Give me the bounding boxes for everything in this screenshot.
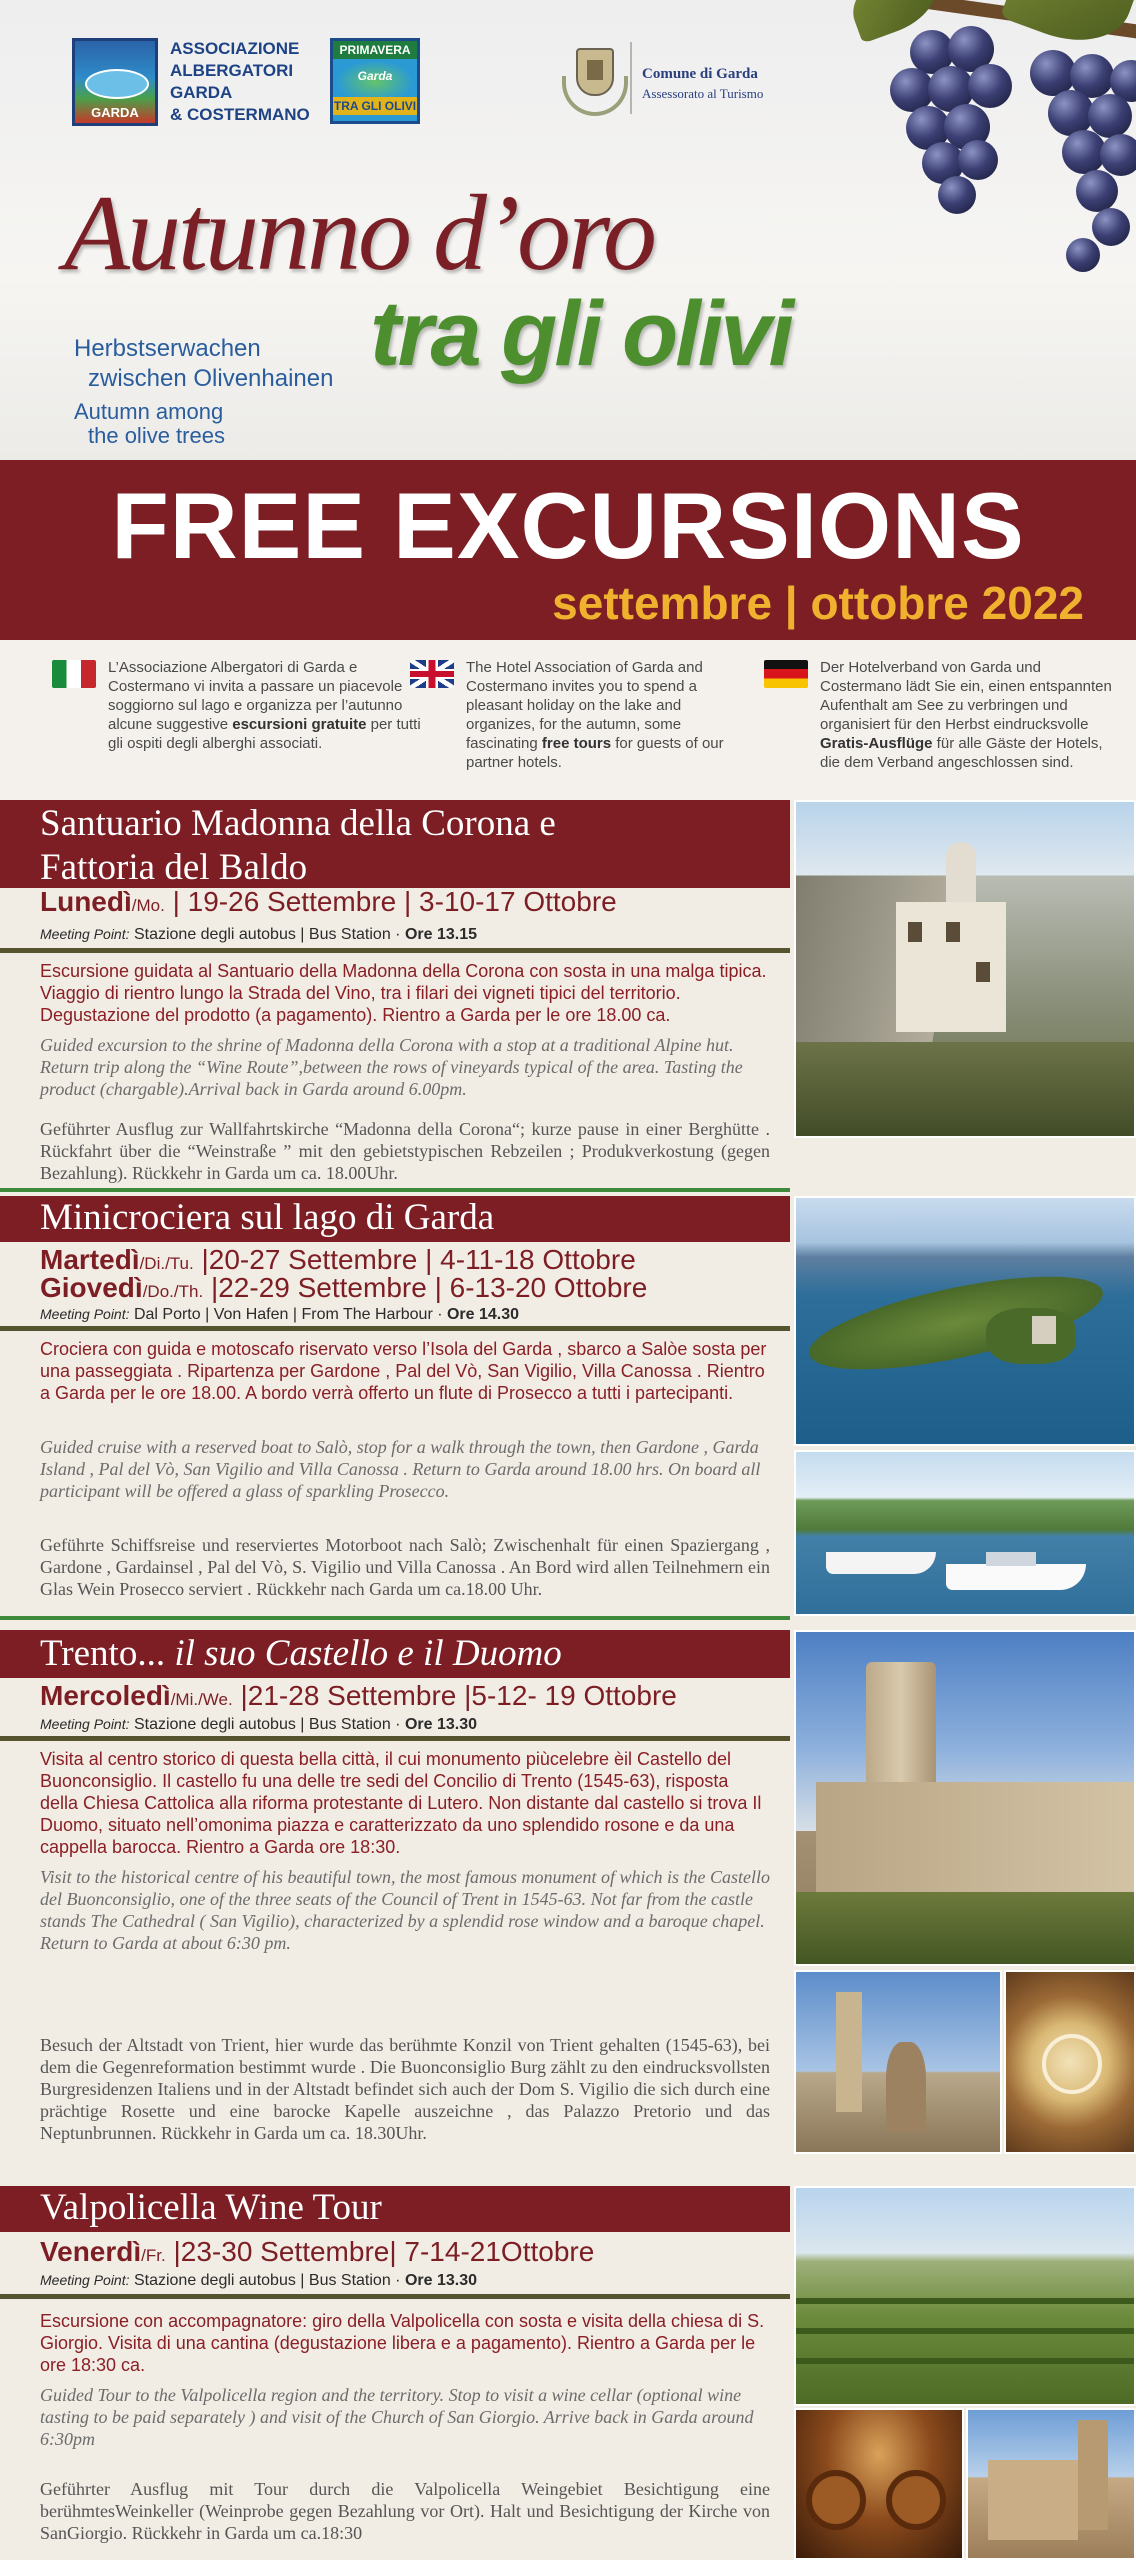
excursion-title-line: Fattoria del Baldo (40, 847, 308, 888)
grapes-image (830, 0, 1136, 300)
primavera-logo (330, 38, 420, 124)
tagline-line: Herbstserwachen (74, 335, 261, 362)
comune-name: Comune di Garda (642, 66, 758, 82)
intro-italian (108, 658, 428, 753)
section-divider (0, 1736, 790, 1741)
description-english: Guided Tour to the Valpolicella region and the territory. Stop to visit a wine cellar (optional wine tasting to be paid separately ) and visit of the Church of San Giorgio. Arrive back in Garda around 6:30pm (40, 2385, 754, 2449)
uk-flag-icon (410, 660, 454, 688)
tagline-line: the olive trees (88, 423, 225, 448)
excursion-title-line: Santuario Madonna della Corona e (40, 803, 556, 844)
crest-divider (630, 42, 632, 114)
section-divider (0, 2294, 790, 2299)
free-excursions-banner (0, 460, 1136, 640)
tagline-english (74, 400, 225, 448)
excursion-dates: |21-28 Settembre |5-12- 19 Ottobre (232, 1680, 677, 1711)
excursion-minicrociera (0, 1196, 1136, 1620)
harbour-boats-photo (794, 1450, 1136, 1616)
excursion-title-line: Trento... (40, 1633, 166, 1674)
excursion-day: Lunedì (40, 886, 132, 917)
excursion-dates: |20-27 Settembre | 4-11-18 Ottobre (193, 1244, 636, 1275)
excursion-day-abbr: /Di./Tu. (139, 1254, 194, 1273)
meeting-time: Ore 14.30 (446, 1306, 520, 1323)
meeting-point-label: Meeting Point: (40, 1716, 130, 1732)
castello-buonconsiglio-photo (794, 1630, 1136, 1966)
intro-text: für alle Gäste der Hotels, die dem Verband angeschlossen sind. (820, 735, 1103, 771)
poster-title: Autunno d’oro (64, 174, 654, 293)
excursion-day: Mercoledì (40, 1680, 171, 1711)
meeting-point (40, 2270, 477, 2291)
association-name-line: ASSOCIAZIONE (170, 39, 300, 58)
meeting-point-place: Stazione degli autobus | Bus Station · (129, 1716, 405, 1733)
excursion-day-abbr: /Do./Th. (142, 1282, 204, 1301)
excursion-day-abbr: /Fr. (141, 2246, 166, 2265)
description-english: Visit to the historical centre of his beautiful town, the most famous monument of which is the Castello del Buonconsiglio, one of the three seats of the Council of Trent in 1545-63. Not far from the castle stands The Cathedral ( San Vigilio), characterized by a splendid rose window and a baroque chapel. Return to Garda at about 6:30 pm. (40, 1867, 770, 1953)
italian-flag-icon (52, 660, 96, 688)
excursion-title (0, 800, 790, 888)
intro-german (820, 658, 1120, 772)
tagline-line: Autumn among (74, 399, 224, 424)
meeting-point-label: Meeting Point: (40, 2272, 130, 2288)
german-flag-icon (764, 660, 808, 688)
description-english: Guided cruise with a reserved boat to Salò, stop for a walk through the town, then Gardone , Garda Island , Pal del Vò, San Vigilio and Villa Canossa . Return to Garda around 18.00 hrs. On board all participant will be offered a glass of sparkling Prosecco. (40, 1437, 761, 1501)
meeting-time: Ore 13.15 (404, 926, 477, 943)
excursion-dates: |22-29 Settembre | 6-13-20 Ottobre (203, 1272, 648, 1303)
excursion-day: Martedì (40, 1244, 140, 1275)
intro-highlight: Gratis-Ausflüge (820, 735, 933, 752)
primavera-logo-middle: Garda (333, 59, 417, 97)
wine-cellar-barrels-photo (794, 2408, 964, 2560)
excursion-title (0, 1630, 790, 1678)
association-name-line: & COSTERMANO (170, 105, 310, 124)
excursion-valpolicella (0, 2186, 1136, 2560)
description-german: Geführte Schiffsreise und reserviertes Motorboot nach Salò; Zwischenhalt für einen Spaziergang , Gardone , Gardainsel , Pal del Vò, S. Vigilio und Villa Canossa . An Bord wird allen Teilnehmern ein Glas Wein Prosecco serviert . Rückkehr nach Garda um ca.18.00 Uhr. (40, 1535, 770, 1599)
poster-subtitle: tra gli olivi (370, 283, 792, 385)
assessorato-label: Assessorato al Turismo (642, 86, 764, 101)
excursion-schedule (40, 1272, 647, 1308)
excursion-day: Venerdì (40, 2236, 142, 2267)
meeting-point-place: Stazione degli autobus | Bus Station · (129, 926, 405, 943)
meeting-time: Ore 13.30 (404, 2272, 477, 2289)
tagline-line: zwischen Olivenhainen (88, 365, 334, 392)
intro-text: Der Hotelverband von Garda und Costermano lädt Sie ein, einen entspannten Aufenthalt am See zu verbringen und organisiert für den Herbst eindrucksvolle (820, 659, 1112, 733)
tagline-german (74, 334, 333, 394)
description-italian: Escursione con accompagnatore: giro della Valpolicella con sosta e visita della chiesa di S. Giorgio. Visita di una cantina (degustazione libera e a pagamento). Rientro a Garda per le ore 18:30 ca. (40, 2311, 765, 2375)
poster-header (0, 0, 1136, 460)
excursion-madonna-della-corona (0, 800, 1136, 1192)
meeting-point-place: Dal Porto | Von Hafen | From The Harbour · (129, 1306, 447, 1323)
meeting-point-label: Meeting Point: (40, 926, 130, 942)
excursion-schedule (40, 2236, 594, 2272)
excursion-title-line: Minicrociera sul lago di Garda (40, 1197, 495, 1238)
church-san-giorgio-photo (966, 2408, 1136, 2560)
excursion-day-abbr: /Mo. (131, 896, 165, 915)
association-name-line: ALBERGATORI (170, 61, 294, 80)
description-german: Geführter Ausflug mit Tour durch die Valpolicella Weingebiet Besichtigung eine berühmtesWeinkeller (Weinprobe gegen Bezahlung vor Ort). Halt und Besichtigung der Kirche von SanGiorgio. Rückkehr in Garda um ca.18:30 (40, 2479, 770, 2543)
primavera-logo-top: PRIMAVERA (333, 41, 417, 59)
excursion-title-italic: il suo Castello e il Duomo (165, 1633, 562, 1674)
description-english: Guided excursion to the shrine of Madonna della Corona with a stop at a traditional Alpine hut. Return trip along the “Wine Route”,between the rows of vineyards typical of the area. Tasting the product (chargable).Arrival back in Garda around 6.00pm. (40, 1035, 743, 1099)
intro-text: L’Associazione Albergatori di Garda e Costermano vi invita a passare un piacevole soggiorno sul lago e organizza per l’autunno alcune suggestive (108, 659, 403, 733)
excursion-day: Giovedì (40, 1272, 143, 1303)
association-name-line: GARDA (170, 83, 233, 102)
banner-title: FREE EXCURSIONS (111, 473, 1025, 578)
description-italian: Escursione guidata al Santuario della Madonna della Corona con sosta in una malga tipica. Viaggio di rientro lungo la Strada del Vino, tra i filari dei vigneti tipici del territorio. Degustazione del prodotto (a pagamento). Rientro a Garda per le ore 18.00 ca. (40, 961, 767, 1025)
description-german: Geführter Ausflug zur Wallfahrtskirche “Madonna della Corona“; kurze pause in einer Berghütte . Rückfahrt über die “Weinstraße ” mit den gebietstypischen Rebzeilen ; Produkverkostung (gegen Bezahlung). Rückkehr in Garda um ca. 18.00Uhr. (40, 1119, 770, 1183)
meeting-point (40, 924, 477, 945)
section-divider (0, 1326, 790, 1331)
intro-english (466, 658, 726, 772)
section-rule (0, 1188, 790, 1192)
description-italian: Visita al centro storico di questa bella città, il cui monumento piùcelebre èil Castello del Buonconsiglio. Il castello fu una delle tre sedi del Concilio di Trento (1545-63), risposta della Chiesa Cattolica alla riforma protestante di Lutero. Non distante dal castello si trova Il Duomo, situato nell’omonima piazza e caratterizzato da uno splendido rosone e da una cappella barocca. Rientro a Garda ore 18:30. (40, 1749, 762, 1857)
meeting-point-label: Meeting Point: (40, 1306, 130, 1322)
intro-text: for guests of our partner hotels. (466, 735, 724, 771)
section-divider (0, 948, 790, 953)
primavera-logo-bottom: TRA GLI OLIVI (333, 99, 417, 113)
intro-highlight: escursioni gratuite (232, 716, 367, 733)
excursion-trento (0, 1630, 1136, 2176)
lake-island-photo (794, 1196, 1136, 1446)
intro-text: The Hotel Association of Garda and Costermano invites you to spend a pleasant holiday on the lake and organizes, for the autumn, some fascinating (466, 659, 703, 752)
comune-crest-icon (558, 38, 632, 122)
association-logo-text: GARDA (91, 105, 139, 120)
meeting-time: Ore 13.30 (404, 1716, 477, 1733)
excursion-dates: |23-30 Settembre| 7-14-21Ottobre (165, 2236, 595, 2267)
intro-highlight: free tours (541, 735, 612, 752)
meeting-point (40, 1304, 519, 1325)
neptune-fountain-photo (794, 1970, 1002, 2154)
banner-dates: settembre | ottobre 2022 (552, 577, 1084, 629)
excursion-day-abbr: /Mi./We. (170, 1690, 233, 1709)
valpolicella-vineyards-photo (794, 2186, 1136, 2406)
description-italian: Crociera con guida e motoscafo riservato verso l’Isola del Garda , sbarco a Salòe sosta per una passeggiata . Ripartenza per Gardone , Pal del Vò, San Vigilio, Villa Canossa . Rientro a Garda per le ore 18.00. A bordo verrà offerto un flute di Prosecco a tutti i partecipanti. (40, 1339, 767, 1403)
association-name (170, 38, 320, 126)
intro-section (0, 640, 1136, 800)
meeting-point-place: Stazione degli autobus | Bus Station · (129, 2272, 405, 2289)
association-logo (72, 38, 158, 126)
madonna-della-corona-photo (794, 800, 1136, 1138)
excursion-schedule (40, 886, 617, 922)
duomo-dome-photo (1004, 1970, 1136, 2154)
excursion-schedule (40, 1680, 677, 1716)
section-rule (0, 1616, 790, 1620)
excursion-title-line: Valpolicella Wine Tour (40, 2187, 382, 2228)
excursion-title (0, 2186, 790, 2232)
excursion-dates: | 19-26 Settembre | 3-10-17 Ottobre (164, 886, 617, 917)
meeting-point (40, 1714, 477, 1735)
lake-graphic (85, 69, 149, 99)
description-german: Besuch der Altstadt von Trient, hier wurde das berühmte Konzil von Trient gehalten (1545-63), bei dem die Gegenreformation bestimmt wurde . Die Buonconsiglio Burg zählt zu den eindrucksvollsten Burgresidenzen Italiens und in der Altstadt befindet sich auch der Dom S. Vigilio die sich durch eine prächtige Rosette und eine barocke Kapelle auszeichne , das Palazzo Pretorio und das Neptunbrunnen. Rückkehr in Garda um ca. 18.30Uhr. (40, 2035, 770, 2143)
excursion-title (0, 1196, 790, 1242)
intro-text: per tutti gli ospiti degli alberghi associati. (108, 716, 421, 752)
